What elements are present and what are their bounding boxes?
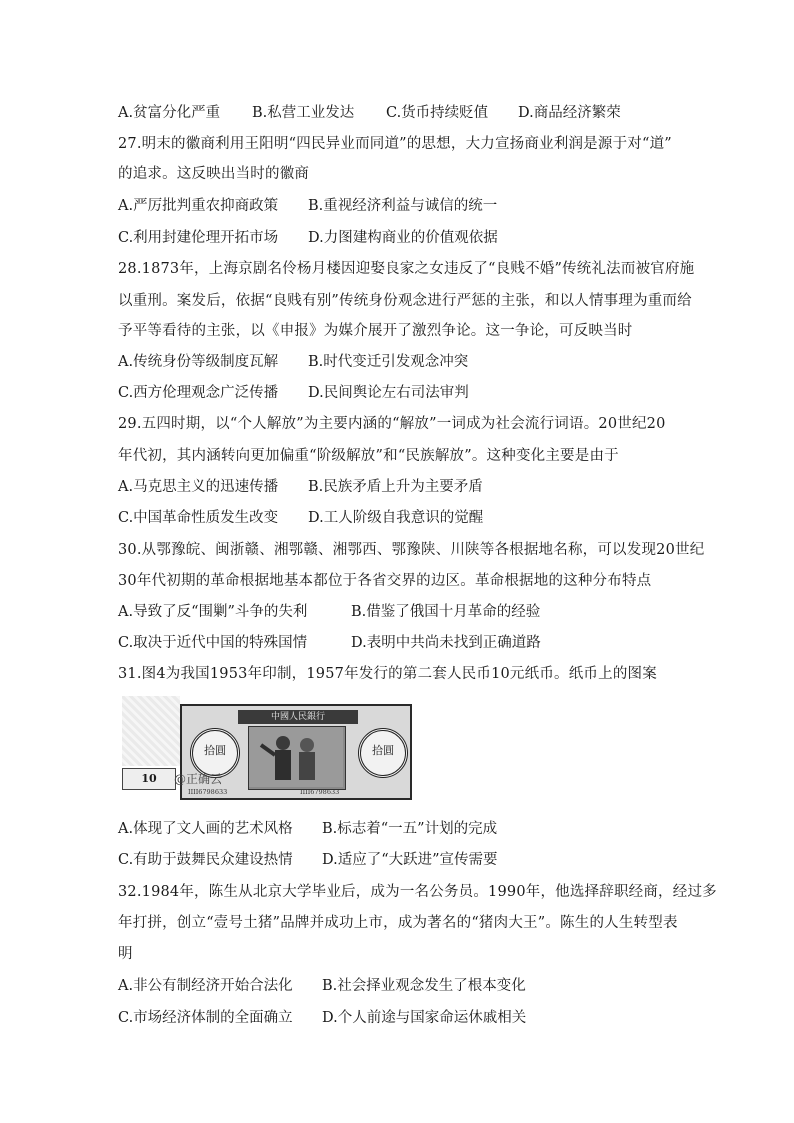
q27-option-c: C.利用封建伦理开拓市场 bbox=[118, 230, 279, 246]
watermark-text: @正确云 bbox=[174, 772, 223, 786]
q32-option-d: D.个人前途与国家命运休戚相关 bbox=[322, 1010, 527, 1026]
q32-stem-line2: 年打拼，创立“壹号土猪”品牌并成功上市，成为著名的“猪肉大王”。陈生的人生转型表 bbox=[118, 915, 678, 931]
banknote-left-medal: 拾圓 bbox=[190, 728, 240, 778]
q28-option-b: B.时代变迁引发观念冲突 bbox=[308, 354, 469, 370]
q28-option-a: A.传统身份等级制度瓦解 bbox=[118, 354, 279, 370]
q27-stem-line1: 27.明末的徽商利用王阳明“四民异业而同道”的思想，大力宣扬商业利润是源于对“道” bbox=[118, 136, 672, 152]
q28-option-d: D.民间舆论左右司法审判 bbox=[308, 385, 469, 401]
q28-stem-line1: 28.1873年，上海京剧名伶杨月楼因迎娶良家之女违反了“良贱不婚”传统礼法而被官府施 bbox=[118, 261, 695, 277]
banknote-figures-icon bbox=[249, 727, 343, 787]
q27-option-a: A.严厉批判重农抑商政策 bbox=[118, 198, 279, 214]
q30-option-a: A.导致了反“围剿”斗争的失利 bbox=[118, 604, 308, 620]
q31-option-d: D.适应了“大跃进”宣传需要 bbox=[322, 852, 498, 868]
q27-stem-line2: 的追求。这反映出当时的徽商 bbox=[118, 166, 310, 182]
banknote-serial-left: IIII6798633 bbox=[188, 788, 228, 796]
q29-option-a: A.马克思主义的迅速传播 bbox=[118, 479, 279, 495]
banknote-left-pattern bbox=[122, 696, 180, 766]
q31-option-b: B.标志着“一五”计划的完成 bbox=[322, 821, 498, 837]
q30-stem-line1: 30.从鄂豫皖、闽浙赣、湘鄂赣、湘鄂西、鄂豫陕、川陕等各根据地名称，可以发现20世纪 bbox=[118, 542, 705, 558]
q26-option-b: B.私营工业发达 bbox=[252, 105, 355, 121]
banknote-right-medal: 拾圓 bbox=[358, 728, 408, 778]
q32-stem-line3: 明 bbox=[118, 946, 133, 962]
q27-option-b: B.重视经济利益与诚信的统一 bbox=[308, 198, 498, 214]
q32-stem-line1: 32.1984年，陈生从北京大学毕业后，成为一名公务员。1990年，他选择辞职经商，经过多 bbox=[118, 884, 717, 900]
q28-stem-line2: 以重刑。案发后，依据“良贱有别”传统身份观念进行严惩的主张，和以人情事理为重而给 bbox=[118, 293, 692, 309]
q30-option-c: C.取决于近代中国的特殊国情 bbox=[118, 635, 308, 651]
q26-option-d: D.商品经济繁荣 bbox=[518, 105, 621, 121]
q32-option-c: C.市场经济体制的全面确立 bbox=[118, 1010, 293, 1026]
q28-option-c: C.西方伦理观念广泛传播 bbox=[118, 385, 279, 401]
q29-option-c: C.中国革命性质发生改变 bbox=[118, 510, 279, 526]
q27-option-d: D.力图建构商业的价值观依据 bbox=[308, 230, 498, 246]
banknote-serial-right: IIII6798633 bbox=[300, 788, 340, 796]
q31-option-c: C.有助于鼓舞民众建设热情 bbox=[118, 852, 293, 868]
q32-option-b: B.社会择业观念发生了根本变化 bbox=[322, 978, 526, 994]
q28-stem-line3: 予平等看待的主张，以《申报》为媒介展开了激烈争论。这一争论，可反映当时 bbox=[118, 323, 633, 339]
q31-stem-line1: 31.图4为我国1953年印制，1957年发行的第二套人民币10元纸币。纸币上的图案 bbox=[118, 666, 657, 682]
q31-option-a: A.体现了文人画的艺术风格 bbox=[118, 821, 293, 837]
q29-stem-line1: 29.五四时期，以“个人解放”为主要内涵的“解放”一词成为社会流行词语。20世纪20 bbox=[118, 416, 666, 432]
q30-stem-line2: 30年代初期的革命根据地基本都位于各省交界的边区。革命根据地的这种分布特点 bbox=[118, 573, 652, 589]
banknote-center-portrait bbox=[248, 726, 346, 790]
banknote-figure bbox=[122, 696, 412, 804]
q32-option-a: A.非公有制经济开始合法化 bbox=[118, 978, 293, 994]
banknote-denomination: 10 bbox=[122, 768, 176, 790]
q26-option-c: C.货币持续贬值 bbox=[386, 105, 489, 121]
banknote-header: 中國人民銀行 bbox=[238, 710, 358, 724]
q30-option-d: D.表明中共尚未找到正确道路 bbox=[351, 635, 541, 651]
q30-option-b: B.借鉴了俄国十月革命的经验 bbox=[351, 604, 541, 620]
q29-option-b: B.民族矛盾上升为主要矛盾 bbox=[308, 479, 483, 495]
q29-stem-line2: 年代初，其内涵转向更加偏重“阶级解放”和“民族解放”。这种变化主要是由于 bbox=[118, 448, 619, 464]
q26-option-a: A.贫富分化严重 bbox=[118, 105, 221, 121]
q29-option-d: D.工人阶级自我意识的觉醒 bbox=[308, 510, 484, 526]
